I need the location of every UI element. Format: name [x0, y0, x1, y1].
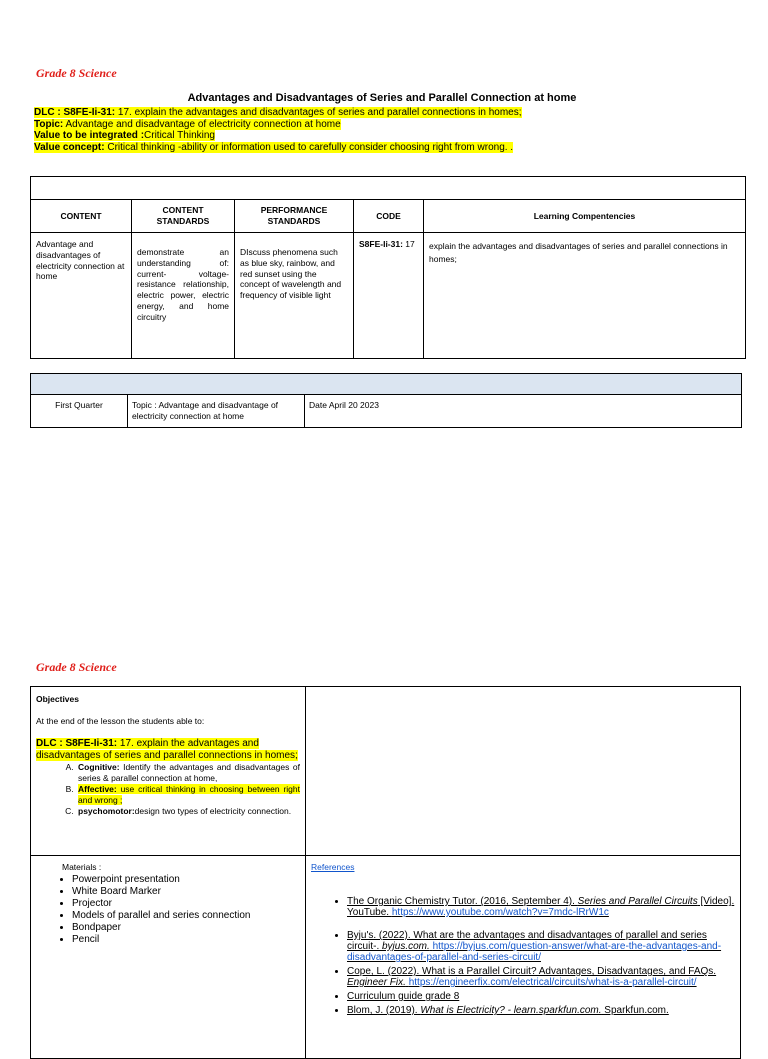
objective-affective: B. Affective: use critical thinking in choosing between right and wrong ; [76, 784, 300, 806]
objectives-intro: At the end of the lesson the students able to: [36, 716, 205, 726]
reference-item: • Blom, J. (2019). What is Electricity? - learn.sparkfun.com. Sparkfun.com. [347, 1005, 735, 1016]
list-item: • Models of parallel and series connection [72, 910, 300, 922]
competency-cell: explain the advantages and disadvantages of series and parallel connections in homes; [424, 233, 746, 359]
performance-standards-cell: DIscuss phenomena such as blue sky, rainbow, and red sunset using the concept of wavelength and frequency of visible light [235, 233, 354, 359]
objective-cognitive: A. Cognitive: Identify the advantages and disadvantages of series & parallel connection at home, [76, 762, 300, 784]
dlc-line: DLC : S8FE-Ii-31: 17. explain the advantages and disadvantages of series and parallel connections in homes; [34, 107, 522, 118]
materials-title: Materials : [62, 862, 102, 872]
objective-psychomotor: C. psychomotor:design two types of electricity connection. [76, 806, 300, 817]
reference-item: • Byju's. (2022). What are the advantages and disadvantages of parallel and series circuit-. byjus.com. https://byjus.com/question-answer/what-are-the-advantages-and-disadvantages-of-parallel-and-series-circuit/ [347, 930, 735, 963]
objectives-table [30, 686, 741, 1059]
grade-label: Grade 8 Science [36, 66, 117, 80]
list-item: • Powerpoint presentation [72, 874, 300, 886]
objectives-dlc: DLC : S8FE-Ii-31: 17. explain the advantages and disadvantages of series and parallel connections in homes; [36, 738, 298, 761]
list-item: • Projector [72, 898, 300, 910]
standards-table [30, 176, 746, 359]
schedule-table [30, 373, 742, 428]
content-standards-cell: demonstrate an understanding of: current- voltage-resistance relationship, electric power, electric energy, and home circuitry [132, 233, 235, 359]
col-performance-standards: PERFORMANCE STANDARDS [235, 200, 354, 233]
references-list [311, 896, 735, 1016]
objectives-list [36, 762, 300, 817]
objectives-right-cell [306, 687, 741, 856]
objectives-title: Objectives [36, 694, 79, 704]
reference-item: • The Organic Chemistry Tutor. (2016, September 4). Series and Parallel Circuits [Video]. YouTube. https://www.youtube.com/watch?v=7mdc-lRrW1c [347, 896, 735, 918]
list-item: • White Board Marker [72, 886, 300, 898]
reference-link[interactable]: https://www.youtube.com/watch?v=7mdc-lRrW1c [391, 907, 609, 918]
grade-label-2: Grade 8 Science [36, 660, 117, 674]
reference-item: • Curriculum guide grade 8 [347, 991, 735, 1002]
col-content: CONTENT [31, 200, 132, 233]
col-code: CODE [354, 200, 424, 233]
references-cell [306, 856, 741, 1059]
col-learning-competencies: Learning Compentencies [424, 200, 746, 233]
topic-cell: Topic : Advantage and disadvantage of electricity connection at home [128, 395, 305, 428]
blank-row [31, 177, 746, 200]
concept-line: Value concept: Critical thinking -ability or information used to carefully consider choosing right from wrong. . [34, 141, 514, 153]
references-title[interactable]: References [311, 862, 355, 872]
materials-cell [31, 856, 306, 1059]
date-cell: Date April 20 2023 [305, 395, 742, 428]
col-content-standards: CONTENT STANDARDS [132, 200, 235, 233]
content-cell: Advantage and disadvantages of electricity connection at home [31, 233, 132, 359]
lesson-meta [34, 107, 522, 153]
reference-link[interactable]: https://engineerfix.com/electrical/circuits/what-is-a-parallel-circuit/ [408, 977, 697, 988]
reference-item: • Cope, L. (2022). What is a Parallel Circuit? Advantages, Disadvantages, and FAQs. Engineer Fix. https://engineerfix.com/electrical/circuits/what-is-a-parallel-circuit/ [347, 966, 735, 988]
topic-line: Topic: Advantage and disadvantage of electricity connection at home [34, 118, 341, 130]
materials-list [36, 874, 300, 946]
document-title: Advantages and Disadvantages of Series and Parallel Connection at home [187, 92, 577, 104]
reference-link[interactable]: https://byjus.com/question-answer/what-are-the-advantages-and-disadvantages-of-parallel-and-series-circuit/ [347, 941, 722, 963]
quarter-cell: First Quarter [31, 395, 128, 428]
list-item: • Pencil [72, 934, 300, 946]
value-line: Value to be integrated :Critical Thinking [34, 130, 215, 141]
list-item: • Bondpaper [72, 922, 300, 934]
code-cell: S8FE-Ii-31: 17 [354, 233, 424, 359]
objectives-cell [31, 687, 306, 856]
shaded-row [31, 374, 742, 395]
